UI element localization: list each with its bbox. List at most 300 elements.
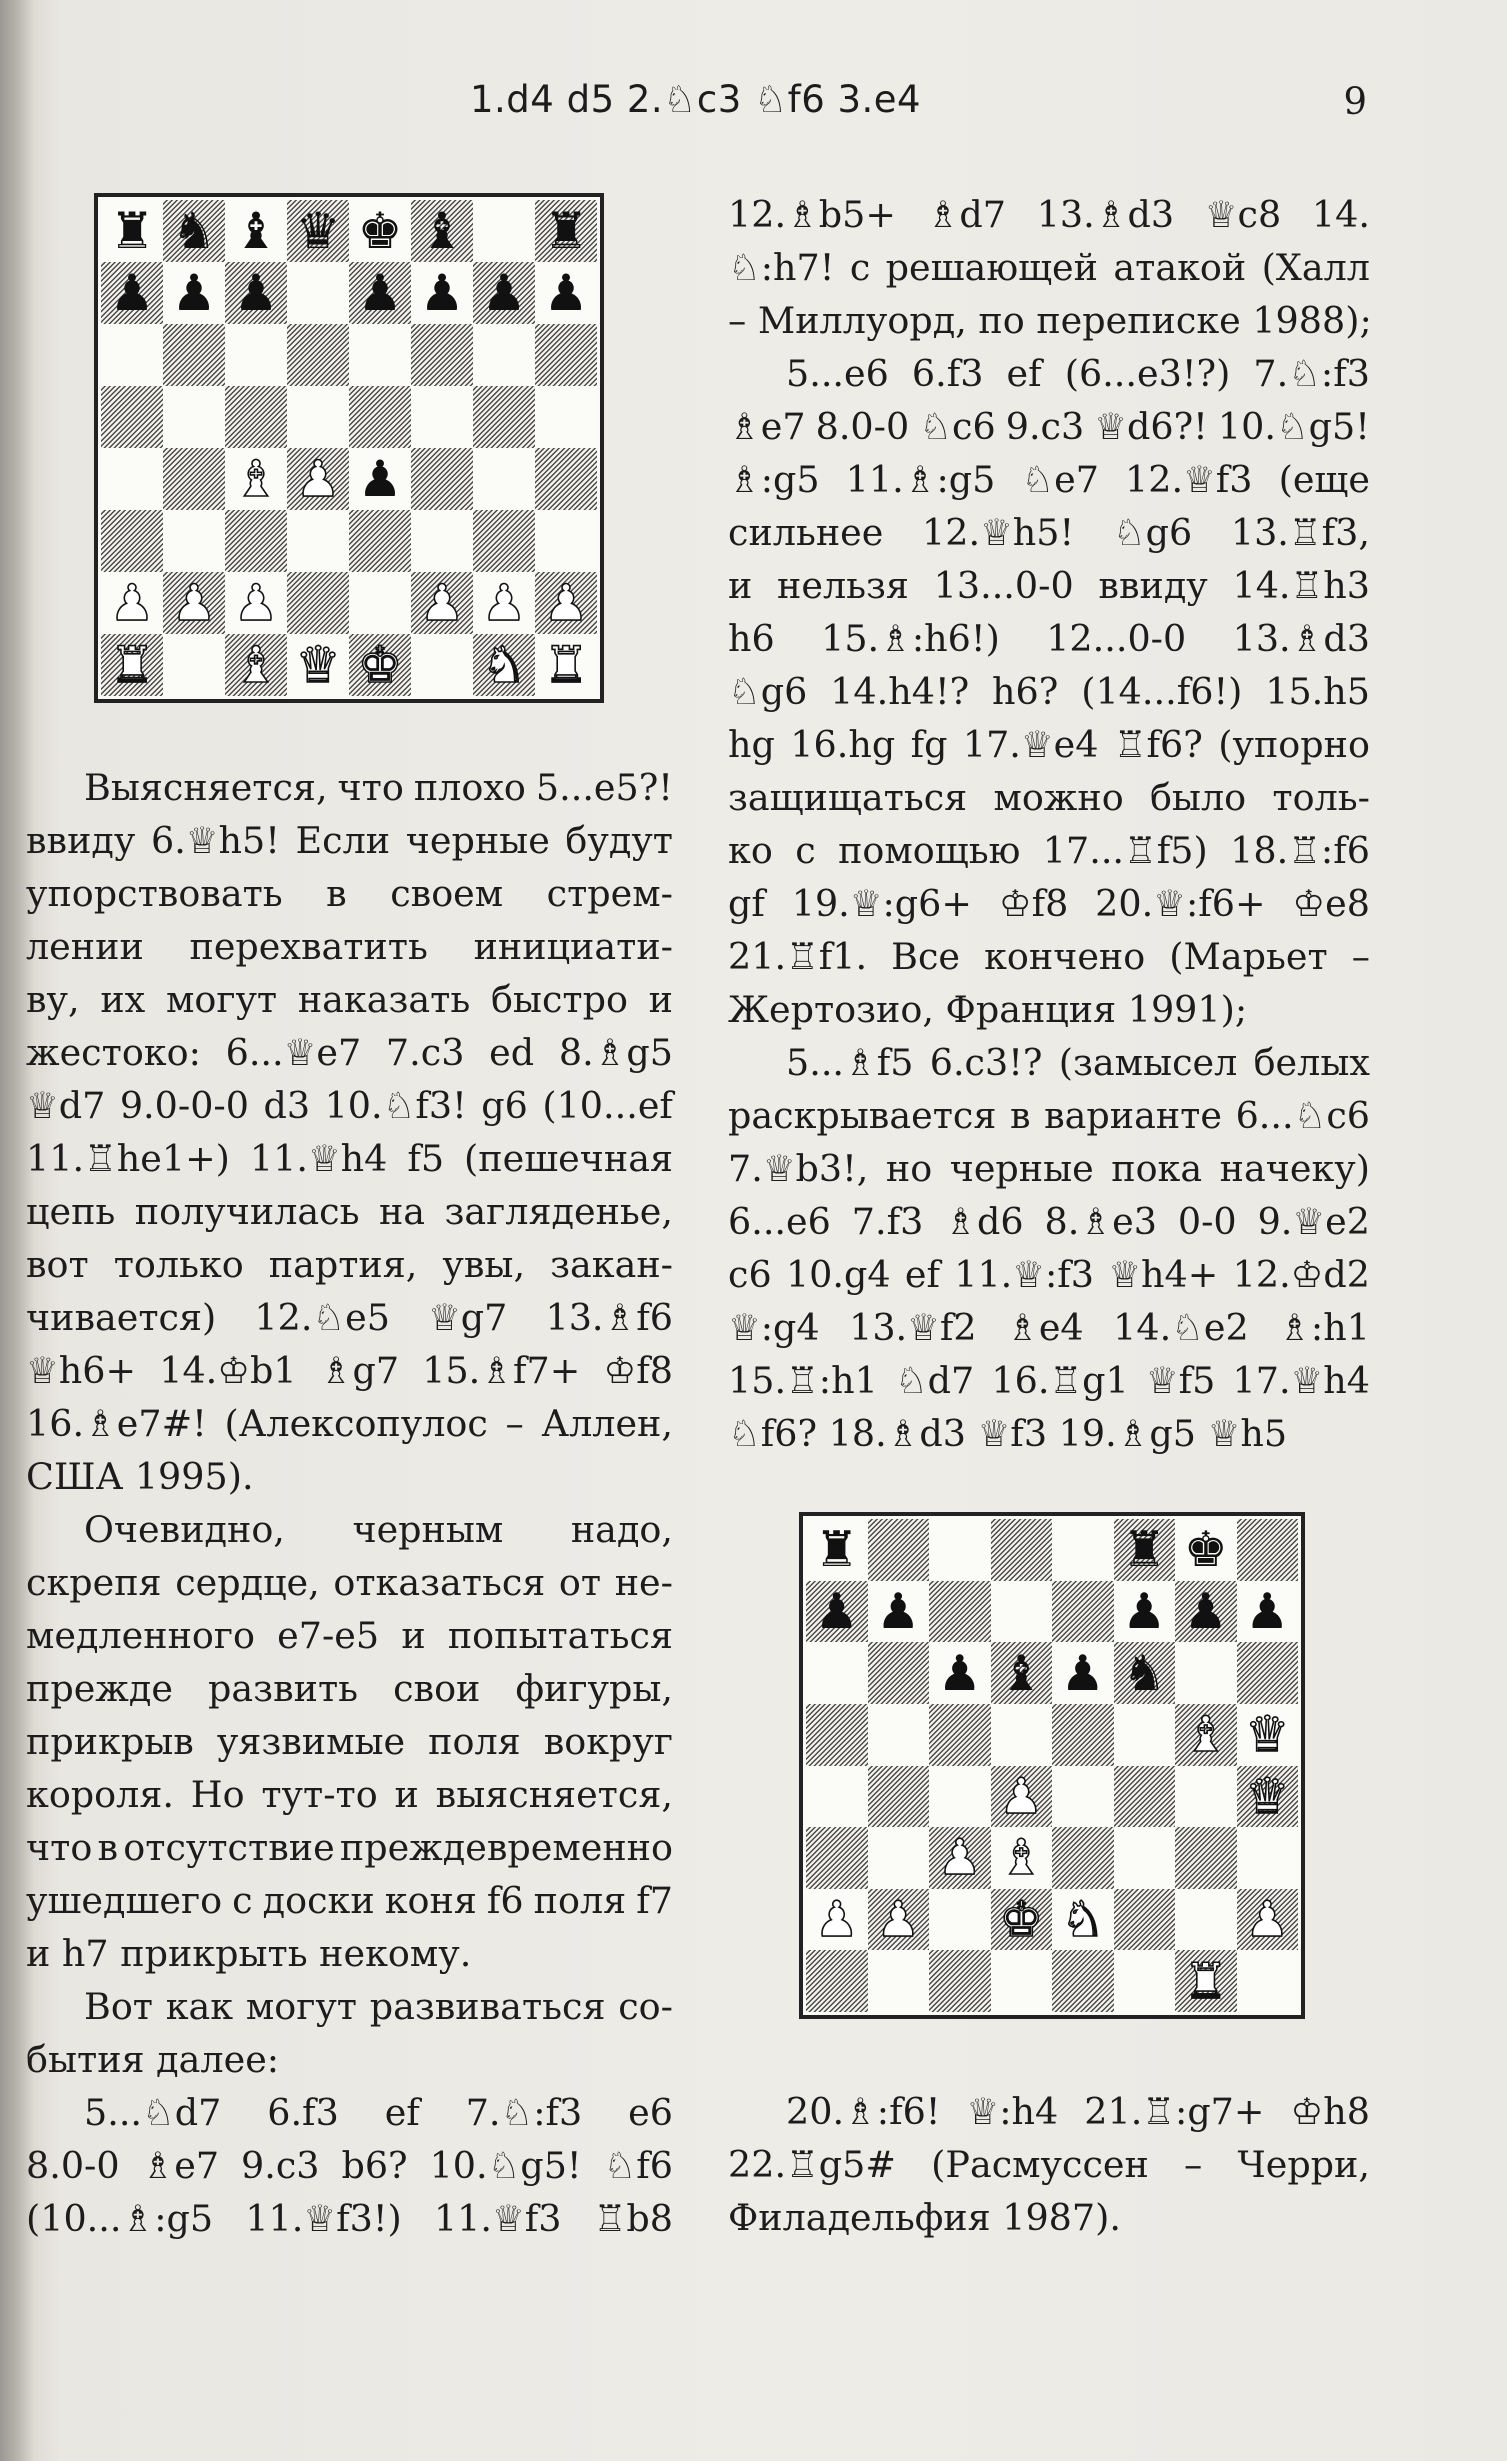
board-square	[101, 200, 163, 262]
word: ввиду	[1098, 564, 1208, 607]
word: в	[326, 872, 347, 915]
word: h6?	[992, 670, 1059, 713]
word: перехватить	[189, 925, 428, 968]
board-square	[287, 200, 349, 262]
word: hg	[728, 723, 775, 766]
word: ed	[489, 1031, 535, 1074]
text-line: Жертозио, Франция 1991);	[728, 988, 1248, 1031]
board-square	[1175, 1581, 1237, 1643]
board-square	[225, 386, 287, 448]
text-line	[728, 559, 1370, 612]
word: поля	[428, 1720, 521, 1763]
right-column-text	[728, 188, 1370, 1460]
board-square	[868, 1581, 930, 1643]
board-square	[535, 572, 597, 634]
word: (упорно	[1218, 723, 1370, 766]
word: (14...f6!)	[1081, 670, 1243, 713]
text-line	[26, 867, 673, 920]
text-line	[26, 1821, 673, 1874]
black-pawn-icon: ♟	[1245, 1582, 1290, 1640]
word: 13.♗d3	[1036, 193, 1175, 236]
text-line	[728, 2085, 1370, 2138]
word: Выясняется,	[84, 766, 328, 809]
board-square	[163, 510, 225, 572]
white-queen-icon: ♛	[1245, 1767, 1290, 1825]
black-pawn-icon: ♟	[109, 264, 155, 322]
board-square	[349, 386, 411, 448]
word: 13.♕f2	[849, 1306, 977, 1349]
board-square	[535, 448, 597, 510]
black-knight-icon: ♞	[1122, 1644, 1167, 1702]
word: варианте	[1044, 1094, 1222, 1137]
board-square	[225, 262, 287, 324]
board-square	[929, 1642, 991, 1704]
board-square	[411, 262, 473, 324]
word: ♕h6+	[26, 1349, 137, 1392]
word: ♘c6	[919, 405, 996, 448]
word: –	[1351, 935, 1370, 978]
board-square	[1114, 1950, 1176, 2012]
board-square	[163, 386, 225, 448]
board-square	[535, 386, 597, 448]
word: 13.♗f6	[545, 1296, 673, 1339]
word: ♗:g5	[728, 458, 820, 501]
text-line	[26, 1609, 673, 1662]
word: с	[795, 829, 816, 872]
text-line	[728, 665, 1370, 718]
word: ef	[384, 2091, 420, 2134]
word: 16.hg	[790, 723, 896, 766]
word: e7-e5	[277, 1614, 380, 1657]
board-square	[411, 572, 473, 634]
word: 8.0-0	[815, 405, 910, 448]
word: (10...ef	[542, 1084, 673, 1127]
word: не-	[614, 1561, 673, 1604]
word: ♔h8	[1290, 2090, 1370, 2133]
black-king-icon: ♚	[357, 202, 403, 260]
word: решающей	[885, 246, 1098, 289]
word: тут-то	[261, 1773, 378, 1816]
word: в	[1009, 1094, 1031, 1137]
word: 12.♗b5+	[728, 193, 896, 236]
white-pawn-icon: ♟	[876, 1891, 921, 1949]
board-square	[163, 448, 225, 510]
word: вот	[26, 1243, 89, 1286]
word: 11.♕h4	[249, 1137, 388, 1180]
board-square	[1052, 1642, 1114, 1704]
word: увы,	[442, 1243, 526, 1286]
board-square	[806, 1704, 868, 1766]
white-pawn-icon: ♟	[419, 574, 465, 632]
word: 16.♖g1	[991, 1359, 1129, 1402]
board-square	[349, 200, 411, 262]
word: 14.	[1311, 193, 1370, 236]
word: и	[401, 1614, 426, 1657]
black-rook-icon: ♜	[109, 202, 155, 260]
word: b6?	[341, 2144, 408, 2187]
board-square	[991, 1950, 1053, 2012]
word: 6.f3	[911, 352, 984, 395]
text-line	[728, 506, 1370, 559]
word: ♔e8	[1292, 882, 1370, 925]
board-square	[1237, 1519, 1299, 1581]
word: преждевременно	[339, 1826, 673, 1869]
white-rook-icon: ♜	[109, 636, 155, 694]
board-square	[806, 1581, 868, 1643]
white-pawn-icon: ♟	[109, 574, 155, 632]
word: 20.♕:f6+	[1095, 882, 1266, 925]
black-pawn-icon: ♟	[481, 264, 527, 322]
board-square	[287, 634, 349, 696]
board-square	[1052, 1889, 1114, 1951]
text-line	[26, 2192, 673, 2245]
board-square	[349, 262, 411, 324]
board-square	[1052, 1950, 1114, 2012]
word: ♘d7	[894, 1359, 975, 1402]
board-square	[1114, 1889, 1176, 1951]
word: толь-	[1272, 776, 1370, 819]
word: ♕f5	[1145, 1359, 1216, 1402]
board-square	[101, 634, 163, 696]
board-square	[991, 1766, 1053, 1828]
word: 11.♗:g5	[845, 458, 996, 501]
board-square	[1114, 1581, 1176, 1643]
word: 13.♖f3,	[1230, 511, 1370, 554]
word: (Халл	[1261, 246, 1370, 289]
white-bishop-icon: ♝	[233, 450, 279, 508]
word: инициати-	[473, 925, 673, 968]
word: могут	[245, 1985, 357, 2028]
word: с	[232, 1879, 253, 1922]
word: черные	[405, 819, 550, 862]
word: 12...0-0	[1046, 617, 1187, 660]
word: 11.♕:f3	[954, 1253, 1095, 1296]
board-square	[1114, 1704, 1176, 1766]
text-line	[728, 1089, 1370, 1142]
word: (еще	[1278, 458, 1370, 501]
board-square	[991, 1704, 1053, 1766]
board-square	[101, 572, 163, 634]
board-square	[287, 324, 349, 386]
word: 15.♗:h6!)	[821, 617, 1000, 660]
word: g6	[481, 1084, 528, 1127]
white-pawn-icon: ♟	[481, 574, 527, 632]
word: коня	[384, 1879, 477, 1922]
board-square	[101, 324, 163, 386]
word: Но	[190, 1773, 245, 1816]
board-square	[163, 262, 225, 324]
white-king-icon: ♚	[999, 1891, 1044, 1949]
word: 11.♕f3!)	[245, 2197, 402, 2240]
running-title: 1.d4 d5 2.♘c3 ♘f6 3.e4	[470, 78, 922, 121]
word: и	[728, 564, 753, 607]
word: ♕d7	[26, 1084, 106, 1127]
board-square	[991, 1889, 1053, 1951]
page-number: 9	[1343, 80, 1367, 123]
chess-diagram-2	[799, 1512, 1305, 2019]
white-bishop-icon: ♝	[1183, 1706, 1228, 1764]
board-square	[473, 262, 535, 324]
word: 7.c3	[385, 1031, 465, 1074]
word: ♔f8	[998, 882, 1069, 925]
word: 7.♕b3!,	[728, 1147, 869, 1190]
text-line	[728, 400, 1370, 453]
word: gf	[728, 882, 765, 925]
word: и	[648, 978, 673, 1021]
word: 5...♘d7	[84, 2091, 222, 2134]
word: (6...e3!?)	[1064, 352, 1231, 395]
board-square	[991, 1642, 1053, 1704]
word: со-	[618, 1985, 673, 2028]
word: ♕c8	[1204, 193, 1282, 236]
board-square	[868, 1519, 930, 1581]
board-square	[991, 1519, 1053, 1581]
text-line	[26, 1874, 673, 1927]
word: 17.♕h4	[1232, 1359, 1370, 1402]
white-pawn-icon: ♟	[233, 574, 279, 632]
board-square	[929, 1827, 991, 1889]
word: 6.♕h5!	[150, 819, 280, 862]
text-line	[728, 453, 1370, 506]
text-line	[26, 1980, 673, 2033]
white-pawn-icon: ♟	[999, 1767, 1044, 1825]
word: 14.♘e2	[1113, 1306, 1249, 1349]
text-line	[26, 761, 673, 814]
word: 8.♗g5	[558, 1031, 673, 1074]
black-pawn-icon: ♟	[419, 264, 465, 322]
board-square	[929, 1889, 991, 1951]
word: 7.f3	[851, 1200, 924, 1243]
board-square	[1237, 1766, 1299, 1828]
word: ♕:g4	[728, 1306, 820, 1349]
word: 11.♕f3	[433, 2197, 562, 2240]
text-line	[26, 1397, 673, 1450]
word: их	[100, 978, 146, 1021]
text-line	[26, 1344, 673, 1397]
word: было	[1149, 776, 1247, 819]
text-line	[26, 1715, 673, 1768]
board-square	[411, 634, 473, 696]
word: 15.♖:h1	[728, 1359, 878, 1402]
board-square	[1175, 1827, 1237, 1889]
white-pawn-icon: ♟	[1245, 1891, 1290, 1949]
word: 9.0-0-0	[119, 1084, 249, 1127]
word: Если	[295, 819, 391, 862]
word: ♗g7	[319, 1349, 400, 1392]
word: черные	[949, 1147, 1094, 1190]
black-pawn-icon: ♟	[171, 264, 217, 322]
board-square	[1175, 1519, 1237, 1581]
word: Вот	[84, 1985, 153, 2028]
board-square	[225, 448, 287, 510]
word: прикрыв	[26, 1720, 194, 1763]
word: ♖f6?	[1113, 723, 1203, 766]
word: 8.0-0	[26, 2144, 120, 2187]
word: выясняется,	[435, 1773, 673, 1816]
word: –	[1184, 2143, 1203, 2186]
word: ♗e4	[1006, 1306, 1084, 1349]
board-square	[473, 572, 535, 634]
board-square	[868, 1889, 930, 1951]
board-square	[1237, 1704, 1299, 1766]
word: от	[558, 1561, 602, 1604]
word: e6	[628, 2091, 673, 2134]
word: f6	[486, 1879, 524, 1922]
board-square	[868, 1950, 930, 2012]
word: fg	[910, 723, 948, 766]
board-square	[868, 1827, 930, 1889]
text-line	[26, 1026, 673, 1079]
word: можно	[993, 776, 1124, 819]
text-line	[26, 1185, 673, 1238]
board-square	[349, 572, 411, 634]
word: наказать	[297, 978, 471, 1021]
word: что	[26, 1826, 93, 1869]
board-square	[287, 262, 349, 324]
word: ♗d6	[944, 1200, 1024, 1243]
board-square	[1114, 1827, 1176, 1889]
word: ♗e7	[728, 405, 806, 448]
word: 6.c3!?	[929, 1041, 1043, 1084]
word: 10.g4	[785, 1253, 891, 1296]
word: ♘g6	[1112, 511, 1193, 554]
word: атакой	[1113, 246, 1247, 289]
word: ввиду	[26, 819, 136, 862]
board-square	[929, 1950, 991, 2012]
board-square	[473, 386, 535, 448]
white-pawn-icon: ♟	[171, 574, 217, 632]
word: партия,	[268, 1243, 418, 1286]
board-square	[101, 262, 163, 324]
word: 7.♘:f3	[1253, 352, 1370, 395]
board-square	[411, 200, 473, 262]
word: ef	[1006, 352, 1042, 395]
board-square	[1052, 1704, 1114, 1766]
board-square	[1052, 1766, 1114, 1828]
word: c6	[728, 1253, 772, 1296]
word: раскрывается	[728, 1094, 997, 1137]
word: –	[505, 1402, 524, 1445]
board-square	[411, 324, 473, 386]
board-square	[349, 324, 411, 386]
board-square	[225, 324, 287, 386]
board-square	[163, 572, 225, 634]
board-square	[806, 1766, 868, 1828]
text-line	[728, 877, 1370, 930]
text-line	[728, 930, 1370, 983]
text-line: ♘f6? 18.♗d3 ♕f3 19.♗g5 ♕h5	[728, 1412, 1288, 1455]
board-square	[929, 1704, 991, 1766]
word: сильнее	[728, 511, 884, 554]
word: 12.♕f3	[1125, 458, 1253, 501]
word: 13.♗d3	[1232, 617, 1370, 660]
text-line	[728, 2138, 1370, 2191]
board-square	[1237, 1827, 1299, 1889]
board-square	[929, 1519, 991, 1581]
board-square	[349, 448, 411, 510]
text-line	[26, 2086, 673, 2139]
word: только	[113, 1243, 244, 1286]
word: ко	[728, 829, 773, 872]
word: попытаться	[447, 1614, 673, 1657]
black-pawn-icon: ♟	[876, 1582, 921, 1640]
word: плохо	[413, 766, 526, 809]
board-square	[473, 200, 535, 262]
board-square	[163, 634, 225, 696]
black-pawn-icon: ♟	[1122, 1582, 1167, 1640]
board-square	[929, 1581, 991, 1643]
black-king-icon: ♚	[1183, 1521, 1228, 1579]
word: ♘g6	[728, 670, 808, 713]
word: ♘f6	[603, 2144, 673, 2187]
word: 21.♖f1.	[728, 935, 868, 978]
board-square	[287, 386, 349, 448]
text-line	[728, 718, 1370, 771]
board-square	[1114, 1519, 1176, 1581]
board-square	[411, 510, 473, 572]
word: (10...♗:g5	[26, 2197, 214, 2240]
text-line	[26, 1132, 673, 1185]
word: 5...e6	[786, 352, 889, 395]
word: 22.♖g5#	[728, 2143, 896, 2186]
word: будут	[565, 819, 673, 862]
word: отказаться	[333, 1561, 546, 1604]
word: но	[885, 1147, 933, 1190]
word: 13...0-0	[933, 564, 1074, 607]
board-square	[349, 634, 411, 696]
board-square	[287, 448, 349, 510]
black-pawn-icon: ♟	[357, 264, 403, 322]
word: 12.♕h5!	[922, 511, 1075, 554]
word: f5	[407, 1137, 445, 1180]
white-pawn-icon: ♟	[814, 1891, 859, 1949]
white-bishop-icon: ♝	[233, 636, 279, 694]
word: закан-	[550, 1243, 673, 1286]
word: 6...e6	[728, 1200, 831, 1243]
white-rook-icon: ♜	[543, 636, 589, 694]
word: помощью	[838, 829, 1021, 872]
word: чивается)	[26, 1296, 217, 1339]
board-square	[1052, 1581, 1114, 1643]
text-line	[728, 824, 1370, 877]
black-pawn-icon: ♟	[357, 450, 403, 508]
text-line	[26, 1662, 673, 1715]
board-square	[991, 1827, 1053, 1889]
text-line	[26, 814, 673, 867]
text-line	[728, 771, 1370, 824]
board-square	[101, 448, 163, 510]
board-square	[806, 1519, 868, 1581]
word: пока	[1111, 1147, 1203, 1190]
word: h6	[728, 617, 775, 660]
word: (замысел	[1058, 1041, 1238, 1084]
word: ву,	[26, 978, 80, 1021]
white-pawn-icon: ♟	[937, 1829, 982, 1887]
white-bishop-icon: ♝	[999, 1829, 1044, 1887]
text-line	[728, 1142, 1370, 1195]
white-pawn-icon: ♟	[295, 450, 341, 508]
board-square	[287, 572, 349, 634]
black-bishop-icon: ♝	[999, 1644, 1044, 1702]
black-pawn-icon: ♟	[814, 1582, 859, 1640]
word: своем	[390, 872, 504, 915]
board-square	[1175, 1704, 1237, 1766]
board-square	[1175, 1950, 1237, 2012]
board-square	[1237, 1889, 1299, 1951]
word: 12.♘e5	[254, 1296, 390, 1339]
word: 7.♘:f3	[465, 2091, 583, 2134]
word: вокруг	[543, 1720, 673, 1763]
